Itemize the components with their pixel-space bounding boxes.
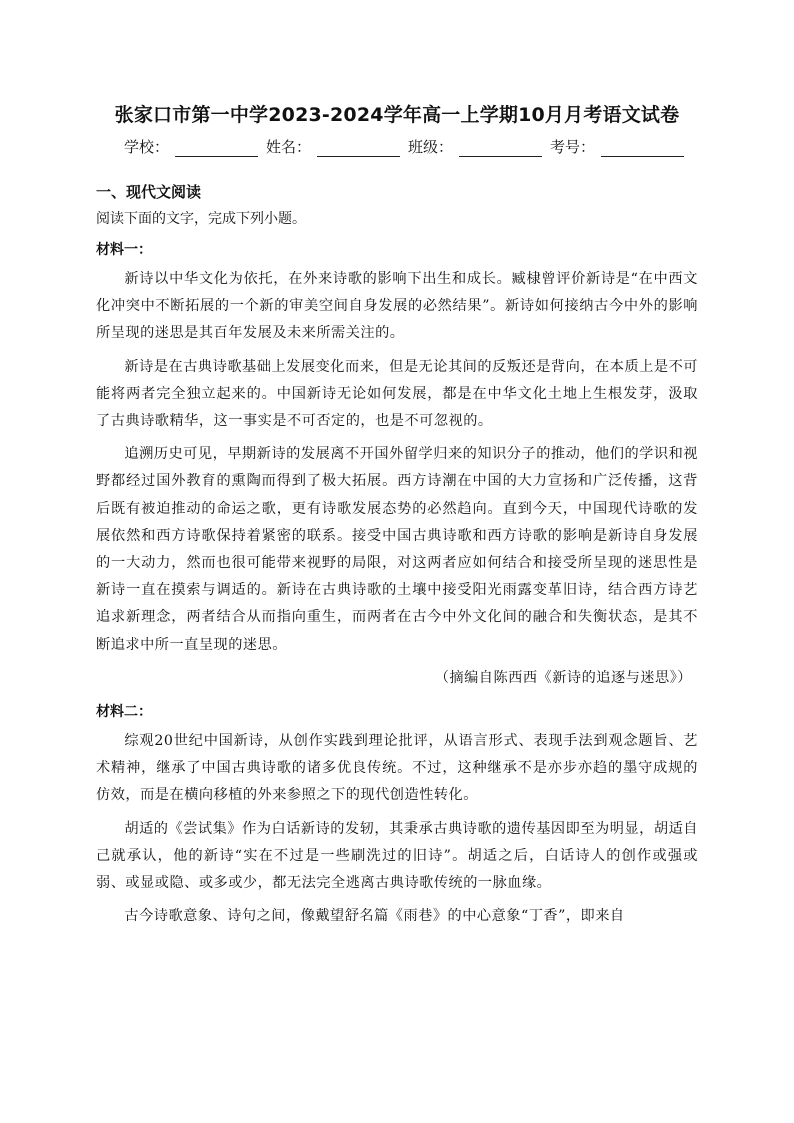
section-instruction: 阅读下面的文字，完成下列小题。 bbox=[96, 211, 306, 227]
page-title: 张家口市第一中学2023-2024学年高一上学期10月月考语文试卷 bbox=[114, 104, 680, 126]
material-two-paragraph: 综观20世纪中国新诗，从创作实践到理论批评，从语言形式、表现手法到观念题旨、艺术精神，继承了中国古典诗歌的诸多优良传统。不过，这种继承不是亦步亦趋的墨守成规的仿效，而是在横向移植的外来参照之下的现代创造性转化。 bbox=[96, 733, 698, 804]
material-one-source: （摘编自陈西西《新诗的追逐与迷思》） bbox=[434, 669, 692, 686]
class-blank[interactable] bbox=[459, 140, 542, 157]
material-one-paragraph: 新诗以中华文化为依托，在外来诗歌的影响下出生和成长。臧棣曾评价新诗是“在中西文化冲突中不断拓展的一个新的审美空间自身发展的必然结果”。新诗如何接纳古今中外的影响所呈现的迷思是其百年发展及未来所需关注的。 bbox=[96, 271, 698, 342]
school-label: 学校： bbox=[124, 138, 170, 156]
material-one-paragraph: 追溯历史可见，早期新诗的发展离不开国外留学归来的知识分子的推动，他们的学识和视野都经过国外教育的熏陶而得到了极大拓展。西方诗潮在中国的大力宣扬和广泛传播，这背后既有被迫推动的命运之歌，更有诗歌发展态势的必然趋向。直到今天，中国现代诗歌的发展依然和西方诗歌保持着紧密的联系。接受中国古典诗歌和西方诗歌的影响是新诗自身发展的一大动力，然而也很可能带来视野的局限，对这两者应如何结合和接受所呈现的迷思性是新诗一直在摸索与调适的。新诗在古典诗歌的土壤中接受阳光雨露变革旧诗，结合西方诗艺追求新理念，两者结合从而指向重生，而两者在古今中外文化间的融合和失衡状态，是其不断追求中所一直呈现的迷思。 bbox=[96, 446, 698, 653]
school-blank[interactable] bbox=[175, 140, 258, 157]
material-two-paragraph: 胡适的《尝试集》作为白话新诗的发轫，其秉承古典诗歌的遗传基因即至为明显，胡适自己就承认，他的新诗“实在不过是一些刷洗过的旧诗”。胡适之后，白话诗人的创作或强或弱、或显或隐、或多或少，都无法完全逃离古典诗歌传统的一脉血缘。 bbox=[96, 820, 698, 892]
reading-content bbox=[96, 178, 698, 936]
name-blank[interactable] bbox=[317, 140, 400, 157]
section-heading: 一、现代文阅读 bbox=[96, 183, 202, 201]
info-fields-row bbox=[124, 136, 684, 157]
material-one-paragraph: 新诗是在古典诗歌基础上发展变化而来，但是无论其间的反叛还是背向，在本质上是不可能将两者完全独立起来的。中国新诗无论如何发展，都是在中华文化土地上生根发芽，汲取了古典诗歌精华，这一事实是不可否定的，也是不可忽视的。 bbox=[96, 358, 698, 430]
material-one-label: 材料一： bbox=[96, 242, 152, 258]
class-label: 班级： bbox=[408, 138, 454, 156]
material-two-label: 材料二： bbox=[96, 704, 152, 721]
exam-no-blank[interactable] bbox=[601, 140, 684, 157]
name-label: 姓名： bbox=[266, 138, 312, 156]
exam-no-label: 考号： bbox=[550, 138, 596, 156]
material-two-paragraph: 古今诗歌意象、诗句之间，像戴望舒名篇《雨巷》的中心意象“丁香”，即来自 bbox=[124, 908, 625, 925]
